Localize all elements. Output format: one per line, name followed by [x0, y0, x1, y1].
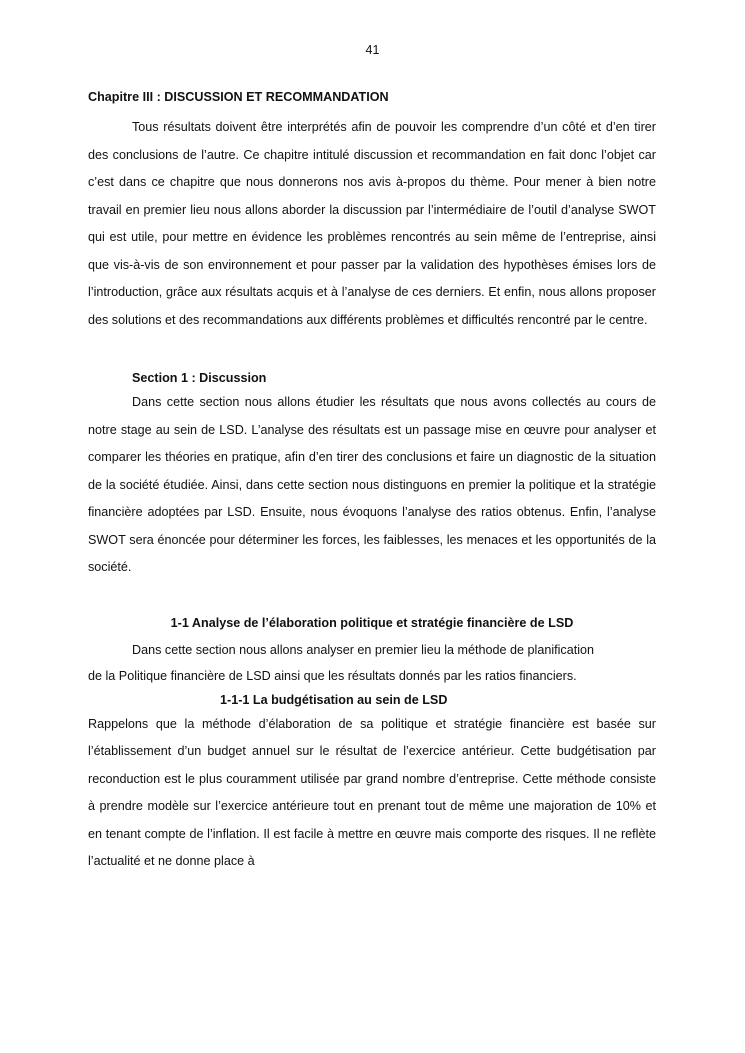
section-title: Section 1 : Discussion — [132, 371, 267, 385]
subsection-title: 1-1 Analyse de l’élaboration politique et stratégie financière de LSD — [170, 615, 574, 630]
section-paragraph: Dans cette section nous allons étudier les résultats que nous avons collectés au cours de notre stage au sein de LSD. L’analyse des résultats est un passage mise en œuvre pour analyser et comparer les théories en pratique, afin d’en tirer des conclusions et faire un diagnostic de la situation de la société étudiée. Ainsi, dans cette section nous distinguons en premier la politique et la stratégie financière adoptées par LSD. Ensuite, nous évoquons l’analyse des ratios obtenus. Enfin, l’analyse SWOT sera énoncée pour déterminer les forces, les faiblesses, les menaces et les opportunités de la société. — [88, 395, 656, 574]
intro-paragraph: Tous résultats doivent être interprétés afin de pouvoir les comprendre d’un côté et d’en tirer des conclusions de l’autre. Ce chapitre intitulé discussion et recommandation en fait donc l’objet car c’est dans ce chapitre que nous donnerons nos avis à-propos du thème. Pour mener à bien notre travail en premier lieu nous allons aborder la discussion par l’intermédiaire de l’outil d’analyse SWOT qui est utile, pour mettre en évidence les problèmes rencontrés au sein même de l’entreprise, ainsi que vis-à-vis de son environnement et pour passer par la validation des hypothèses émises lors de l’introduction, grâce aux résultats acquis et à l’analyse de ces derniers. Et enfin, nous allons proposer des solutions et des recommandations aux différents problèmes et difficultés rencontré par le centre. — [88, 120, 656, 327]
chapter-title: Chapitre III : DISCUSSION ET RECOMMANDATION — [88, 90, 389, 104]
subsection-line-2: de la Politique financière de LSD ainsi que les résultats donnés par les ratios financiers. — [88, 668, 577, 683]
subsubsection-paragraph: Rappelons que la méthode d’élaboration de sa politique et stratégie financière est basée sur l’établissement d’un budget annuel sur le résultat de l’exercice antérieur. Cette budgétisation par reconduction est le plus couramment utilisée par grand nombre d’entreprise. Cette méthode consiste à prendre modèle sur l’exercice antérieure tout en prenant tout de même une majoration de 10% et en tenant compte de l’inflation. Il est facile à mettre en œuvre mais comporte des risques. Il ne reflète l’actualité et ne donne place à — [88, 716, 656, 868]
subsection-line-1: Dans cette section nous allons analyser en premier lieu la méthode de planification — [132, 642, 595, 657]
subsubsection-title: 1-1-1 La budgétisation au sein de LSD — [220, 692, 448, 707]
document-body — [88, 86, 656, 876]
page-number: 41 — [365, 43, 380, 57]
